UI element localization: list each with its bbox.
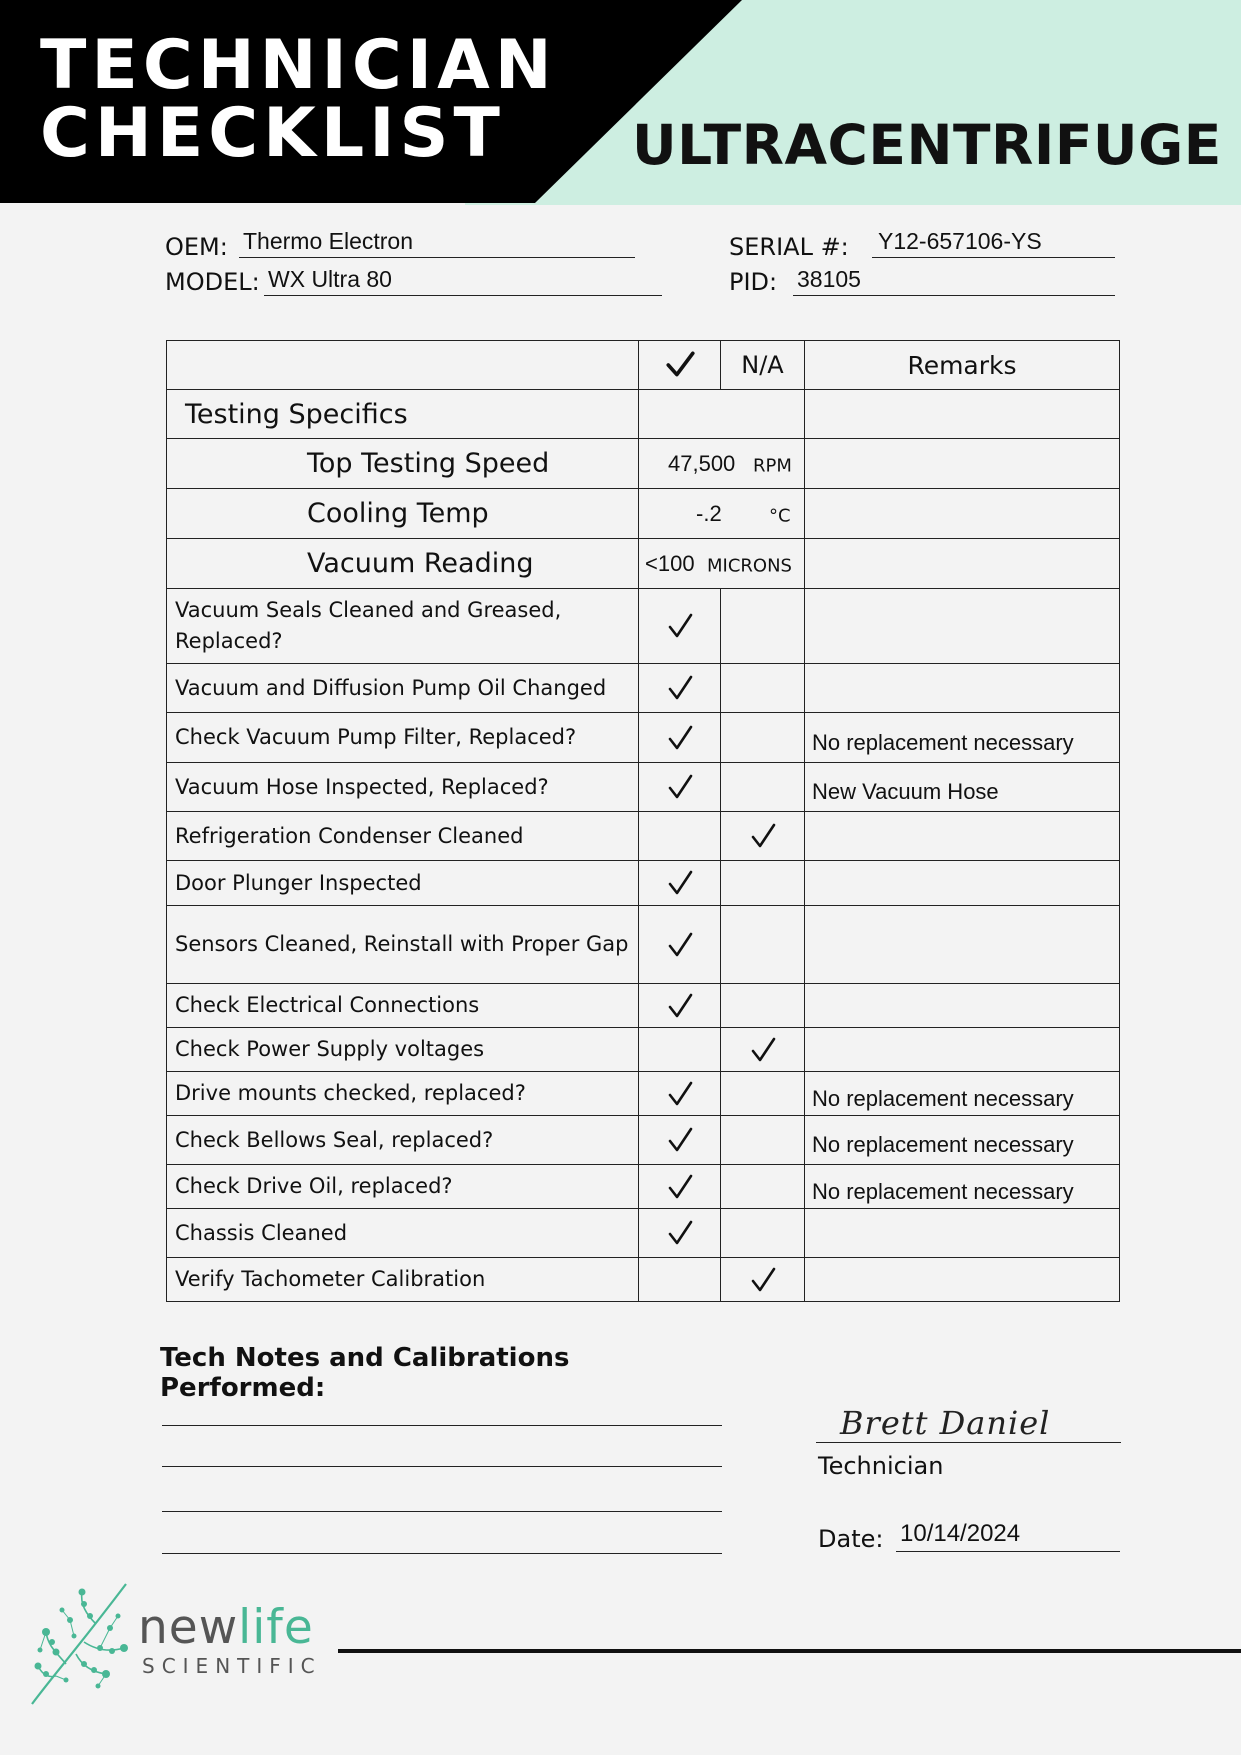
- remark-cell[interactable]: No replacement necessary: [805, 713, 1120, 763]
- table-header-row: [167, 341, 1120, 390]
- measurement-remark-cell[interactable]: [805, 539, 1120, 589]
- technician-label: Technician: [818, 1452, 944, 1480]
- checklist-item-label: Chassis Cleaned: [167, 1209, 639, 1258]
- serial-field[interactable]: Y12-657106-YS: [872, 228, 1115, 258]
- measurement-unit: RPM: [753, 455, 792, 477]
- check-icon: [748, 1265, 778, 1295]
- checklist-item-label: Vacuum Seals Cleaned and Greased, Replaced?: [167, 589, 639, 664]
- logo-wordmark-part1: new: [138, 1600, 239, 1655]
- notes-heading: Tech Notes and Calibrations Performed:: [160, 1343, 570, 1403]
- checklist-row: [167, 1116, 1120, 1165]
- measurement-label: Cooling Temp: [167, 489, 639, 539]
- section-remark-cell: [805, 390, 1120, 439]
- checklist-row: [167, 1209, 1120, 1258]
- na-cell[interactable]: [721, 861, 805, 906]
- remark-cell[interactable]: No replacement necessary: [805, 1072, 1120, 1116]
- check-column-header: [639, 341, 721, 390]
- checklist-table: [166, 340, 1120, 1302]
- checklist-row: [167, 984, 1120, 1028]
- header-banner: [0, 0, 1241, 205]
- checklist-item-label: Check Drive Oil, replaced?: [167, 1165, 639, 1209]
- checklist-item-label: Door Plunger Inspected: [167, 861, 639, 906]
- na-cell[interactable]: [721, 664, 805, 713]
- header-title-line2: CHECKLIST: [40, 94, 505, 173]
- remark-cell[interactable]: [805, 906, 1120, 984]
- measurement-value[interactable]: -.2: [696, 500, 722, 526]
- na-cell[interactable]: [721, 812, 805, 861]
- notes-line[interactable]: [162, 1425, 722, 1426]
- remark-cell[interactable]: [805, 1209, 1120, 1258]
- remark-cell[interactable]: No replacement necessary: [805, 1165, 1120, 1209]
- measurement-remark-cell[interactable]: [805, 489, 1120, 539]
- remark-cell[interactable]: [805, 1028, 1120, 1072]
- technician-signature: Brett Daniel: [840, 1404, 1051, 1442]
- checklist-item-label: Vacuum and Diffusion Pump Oil Changed: [167, 664, 639, 713]
- section-value-cell: [639, 390, 805, 439]
- checklist-row: [167, 906, 1120, 984]
- na-cell[interactable]: [721, 1258, 805, 1302]
- na-cell[interactable]: [721, 1165, 805, 1209]
- model-label: MODEL:: [165, 268, 260, 296]
- check-icon: [748, 1035, 778, 1065]
- measurement-unit: MICRONS: [707, 555, 792, 577]
- remark-cell[interactable]: No replacement necessary: [805, 1116, 1120, 1165]
- product-title: ULTRACENTRIFUGE: [632, 113, 1222, 177]
- check-icon: [665, 1079, 695, 1109]
- measurement-label: Top Testing Speed: [167, 439, 639, 489]
- check-cell[interactable]: [639, 1258, 721, 1302]
- logo-wordmark-part2: life: [238, 1600, 314, 1655]
- check-cell[interactable]: [639, 812, 721, 861]
- checklist-item-label: Check Electrical Connections: [167, 984, 639, 1028]
- check-cell[interactable]: [639, 763, 721, 812]
- checklist-item-label: Vacuum Hose Inspected, Replaced?: [167, 763, 639, 812]
- check-cell[interactable]: [639, 1072, 721, 1116]
- remark-cell[interactable]: [805, 861, 1120, 906]
- remark-cell[interactable]: [805, 984, 1120, 1028]
- measurement-value[interactable]: 47,500: [668, 450, 736, 476]
- na-cell[interactable]: [721, 984, 805, 1028]
- checklist-row: [167, 861, 1120, 906]
- na-column-header: N/A: [721, 341, 805, 390]
- measurement-value-cell: [639, 439, 805, 489]
- header-blank-cell: [167, 341, 639, 390]
- date-label: Date:: [818, 1525, 884, 1553]
- check-cell[interactable]: [639, 1116, 721, 1165]
- checklist-row: [167, 1028, 1120, 1072]
- checklist-item-label: Sensors Cleaned, Reinstall with Proper Gap: [167, 906, 639, 984]
- measurement-row: [167, 539, 1120, 589]
- check-icon: [664, 349, 696, 381]
- measurement-value[interactable]: <100: [645, 550, 695, 576]
- check-cell[interactable]: [639, 664, 721, 713]
- notes-line[interactable]: [162, 1511, 722, 1512]
- leaf-molecule-icon: [26, 1580, 140, 1706]
- checklist-row: [167, 1165, 1120, 1209]
- checklist-row: [167, 763, 1120, 812]
- na-cell[interactable]: [721, 589, 805, 664]
- measurement-value-cell: [639, 539, 805, 589]
- check-icon: [665, 673, 695, 703]
- check-cell[interactable]: [639, 906, 721, 984]
- logo-subtitle: SCIENTIFIC: [142, 1654, 322, 1678]
- pid-label: PID:: [729, 268, 778, 296]
- date-field[interactable]: 10/14/2024: [896, 1518, 1120, 1552]
- remark-cell[interactable]: [805, 812, 1120, 861]
- measurement-remark-cell[interactable]: [805, 439, 1120, 489]
- checklist-item-label: Check Bellows Seal, replaced?: [167, 1116, 639, 1165]
- check-icon: [748, 821, 778, 851]
- remark-cell[interactable]: [805, 1258, 1120, 1302]
- pid-field[interactable]: 38105: [793, 266, 1115, 296]
- remark-cell[interactable]: New Vacuum Hose: [805, 763, 1120, 812]
- oem-field[interactable]: Thermo Electron: [239, 228, 635, 258]
- check-icon: [665, 991, 695, 1021]
- checklist-item-label: Check Vacuum Pump Filter, Replaced?: [167, 713, 639, 763]
- header-title-line1: TECHNICIAN: [40, 26, 557, 105]
- measurement-row: [167, 489, 1120, 539]
- checklist-item-label: Drive mounts checked, replaced?: [167, 1072, 639, 1116]
- check-cell[interactable]: [639, 1165, 721, 1209]
- na-cell[interactable]: [721, 906, 805, 984]
- check-cell[interactable]: [639, 713, 721, 763]
- notes-line[interactable]: [162, 1553, 722, 1554]
- na-cell[interactable]: [721, 1116, 805, 1165]
- checklist-item-label: Verify Tachometer Calibration: [167, 1258, 639, 1302]
- na-cell[interactable]: [721, 713, 805, 763]
- model-field[interactable]: WX Ultra 80: [264, 266, 662, 296]
- measurement-value-cell: [639, 489, 805, 539]
- measurement-unit: °C: [769, 505, 791, 527]
- check-icon: [665, 611, 695, 641]
- na-cell[interactable]: [721, 1072, 805, 1116]
- section-row: [167, 390, 1120, 439]
- section-label: Testing Specifics: [167, 390, 639, 439]
- check-icon: [665, 772, 695, 802]
- remarks-column-header: Remarks: [805, 341, 1120, 390]
- check-cell[interactable]: [639, 984, 721, 1028]
- check-cell[interactable]: [639, 1028, 721, 1072]
- measurement-label: Vacuum Reading: [167, 539, 639, 589]
- check-icon: [665, 1125, 695, 1155]
- oem-label: OEM:: [165, 233, 228, 261]
- checklist-row: [167, 1258, 1120, 1302]
- na-cell[interactable]: [721, 1209, 805, 1258]
- checklist-row: [167, 1072, 1120, 1116]
- checklist-item-label: Refrigeration Condenser Cleaned: [167, 812, 639, 861]
- checklist-row: [167, 664, 1120, 713]
- check-cell[interactable]: [639, 1209, 721, 1258]
- check-icon: [665, 868, 695, 898]
- footer-rule: [338, 1649, 1241, 1653]
- measurement-row: [167, 439, 1120, 489]
- check-cell[interactable]: [639, 861, 721, 906]
- checklist-row: [167, 589, 1120, 664]
- check-icon: [665, 1172, 695, 1202]
- check-icon: [665, 930, 695, 960]
- notes-line[interactable]: [162, 1466, 722, 1467]
- checklist-row: [167, 812, 1120, 861]
- remark-cell[interactable]: [805, 589, 1120, 664]
- check-icon: [665, 723, 695, 753]
- remark-cell[interactable]: [805, 664, 1120, 713]
- check-icon: [665, 1218, 695, 1248]
- na-cell[interactable]: [721, 1028, 805, 1072]
- serial-label: SERIAL #:: [729, 233, 849, 261]
- checklist-item-label: Check Power Supply voltages: [167, 1028, 639, 1072]
- signature-line: [816, 1442, 1121, 1443]
- check-cell[interactable]: [639, 589, 721, 664]
- na-cell[interactable]: [721, 763, 805, 812]
- logo-wordmark: [138, 1602, 314, 1654]
- checklist-row: [167, 713, 1120, 763]
